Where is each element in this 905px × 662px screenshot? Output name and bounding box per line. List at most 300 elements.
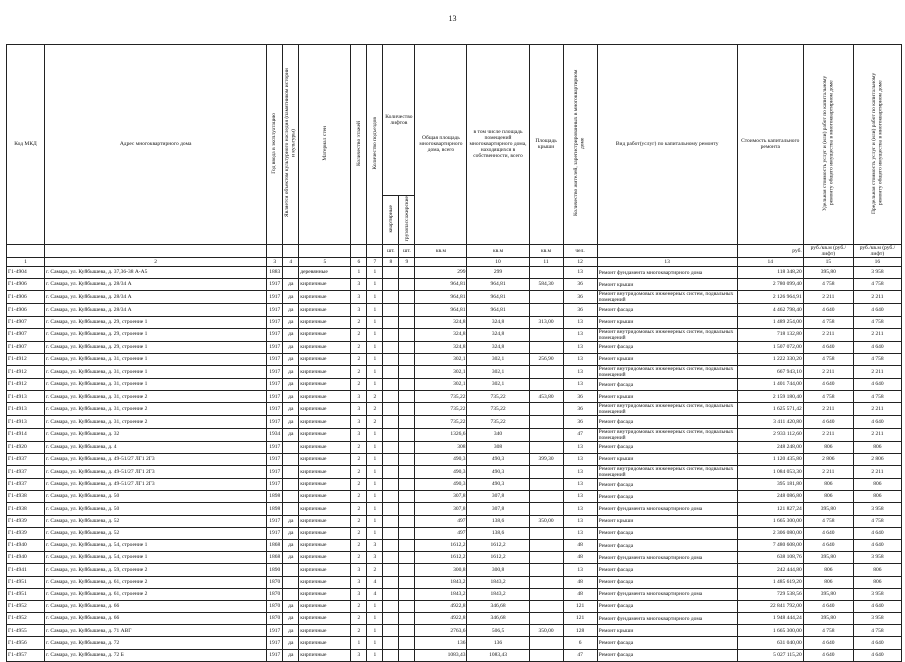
column-number-blank: [415, 257, 467, 266]
row-floors: 3: [351, 403, 367, 416]
row-heritage: [283, 564, 299, 576]
row-unit-cost: 2 211: [803, 328, 853, 341]
row-unit-cost: 2 211: [803, 366, 853, 379]
unit-total-area: кв.м: [415, 244, 467, 257]
row-year: 1917: [267, 515, 283, 527]
row-heritage: [283, 479, 299, 491]
row-living-area: 302,1: [467, 366, 529, 379]
row-floors: 2: [351, 379, 367, 391]
row-elev-cargo: [399, 328, 415, 341]
row-elev-cargo: [399, 588, 415, 600]
row-heritage: [283, 466, 299, 479]
row-code: Г1-4955: [7, 625, 45, 637]
row-total-area: 307,8: [415, 491, 467, 503]
row-unit-cost: 4 758: [803, 515, 853, 527]
row-entrances: 1: [367, 503, 383, 515]
row-work-type: Ремонт фасада: [597, 637, 737, 649]
row-year: 1870: [267, 613, 283, 625]
row-living-area: 302,1: [467, 353, 529, 365]
row-wall: кирпичные: [299, 291, 351, 304]
column-number: 12: [563, 257, 597, 266]
row-heritage: да: [283, 291, 299, 304]
row-wall: кирпичные: [299, 515, 351, 527]
row-heritage: да: [283, 625, 299, 637]
row-unit-cost: 806: [803, 479, 853, 491]
row-elev-apt: [383, 279, 399, 291]
row-work-type: Ремонт фундамента многоквартирного дома: [597, 552, 737, 564]
row-unit-cost: 4 640: [803, 304, 853, 316]
row-living-area: 490,3: [467, 466, 529, 479]
row-year: 1917: [267, 637, 283, 649]
row-roof-area: [529, 304, 563, 316]
row-living-area: 324,8: [467, 341, 529, 353]
table-row: [7, 539, 902, 551]
row-heritage: да: [283, 366, 299, 379]
row-unit-cost: 806: [803, 441, 853, 453]
row-roof-area: 256,90: [529, 353, 563, 365]
row-heritage: да: [283, 637, 299, 649]
row-total-area: 302,1: [415, 353, 467, 365]
row-entrances: 1: [367, 625, 383, 637]
row-code: Г1-4951: [7, 576, 45, 588]
row-total-area: 299: [415, 266, 467, 278]
row-elev-cargo: [399, 564, 415, 576]
row-elev-cargo: [399, 391, 415, 403]
row-total-area: 497: [415, 527, 467, 539]
row-total-area: 497: [415, 515, 467, 527]
row-floors: 2: [351, 515, 367, 527]
row-elev-cargo: [399, 416, 415, 428]
row-floors: 2: [351, 328, 367, 341]
header-elev-cargo: грузопассажирские: [399, 196, 415, 245]
row-work-type: Ремонт фасада: [597, 379, 737, 391]
row-living-area: 346,68: [467, 613, 529, 625]
unit-cost: руб.: [737, 244, 803, 257]
row-elev-apt: [383, 576, 399, 588]
row-living-area: 302,1: [467, 379, 529, 391]
row-total-area: 4922,8: [415, 613, 467, 625]
header-entrances: Количество подъездов: [367, 45, 383, 245]
row-roof-area: 584,30: [529, 279, 563, 291]
row-heritage: да: [283, 527, 299, 539]
row-floors: 2: [351, 503, 367, 515]
table-row: [7, 328, 902, 341]
header-elev-apt: квартирные: [383, 196, 399, 245]
row-living-area: 340: [467, 428, 529, 441]
row-unit-cost: 395,80: [803, 552, 853, 564]
row-roof-area: [529, 291, 563, 304]
row-roof-area: [529, 428, 563, 441]
row-roof-area: [529, 379, 563, 391]
row-living-area: 324,8: [467, 328, 529, 341]
table-row: [7, 453, 902, 465]
row-entrances: 2: [367, 403, 383, 416]
row-total-area: 324,8: [415, 316, 467, 328]
row-code: Г1-4956: [7, 637, 45, 649]
row-residents: 128: [563, 625, 597, 637]
row-code: Г1-4940: [7, 539, 45, 551]
row-elev-cargo: [399, 428, 415, 441]
row-total-area: 302,1: [415, 366, 467, 379]
row-year: 1898: [267, 491, 283, 503]
row-work-type: Ремонт внутридомовых инженерных систем, подвальных помещений: [597, 466, 737, 479]
row-total-area: 2763,6: [415, 625, 467, 637]
row-unit-cost: 395,80: [803, 266, 853, 278]
row-floors: 2: [351, 625, 367, 637]
row-wall: кирпичные: [299, 539, 351, 551]
row-unit-cost: 395,80: [803, 613, 853, 625]
row-total-area: 490,3: [415, 453, 467, 465]
row-max-cost: 4 640: [853, 304, 901, 316]
row-cost: 667 943,10: [737, 366, 803, 379]
row-elev-cargo: [399, 576, 415, 588]
row-roof-area: [529, 503, 563, 515]
row-roof-area: [529, 403, 563, 416]
row-elev-apt: [383, 316, 399, 328]
row-elev-cargo: [399, 539, 415, 551]
row-elev-apt: [383, 527, 399, 539]
row-roof-area: [529, 649, 563, 661]
row-total-area: 490,3: [415, 479, 467, 491]
row-entrances: 1: [367, 491, 383, 503]
row-max-cost: 4 640: [853, 539, 901, 551]
row-roof-area: 350,00: [529, 515, 563, 527]
column-number: 16: [853, 257, 901, 266]
row-residents: 48: [563, 588, 597, 600]
row-max-cost: 806: [853, 564, 901, 576]
row-code: Г1-4907: [7, 341, 45, 353]
row-elev-apt: [383, 428, 399, 441]
table-row: [7, 588, 902, 600]
row-living-area: 299: [467, 266, 529, 278]
row-total-area: 964,81: [415, 291, 467, 304]
row-wall: кирпичные: [299, 576, 351, 588]
row-roof-area: [529, 637, 563, 649]
row-total-area: 324,8: [415, 328, 467, 341]
row-address: г. Самара, ул. Куйбышева, д. 37,36-38 А-А5: [45, 266, 267, 278]
row-address: г. Самара, ул. Куйбышева, д. 61, строение 2: [45, 588, 267, 600]
row-year: 1917: [267, 366, 283, 379]
table-row: [7, 291, 902, 304]
row-elev-apt: [383, 625, 399, 637]
row-residents: 13: [563, 366, 597, 379]
header-living-area: в том числе площадь помещений многоквартирного дома, находящихся в собственности, всего: [467, 45, 529, 245]
row-max-cost: 806: [853, 576, 901, 588]
row-heritage: да: [283, 539, 299, 551]
row-work-type: Ремонт фасада: [597, 491, 737, 503]
row-roof-area: [529, 266, 563, 278]
row-elev-apt: [383, 503, 399, 515]
row-total-area: 1843,2: [415, 588, 467, 600]
row-address: г. Самара, ул. Куйбышева, д. 31, строение 2: [45, 391, 267, 403]
row-total-area: 300,8: [415, 564, 467, 576]
row-living-area: 964,81: [467, 291, 529, 304]
row-year: 1917: [267, 625, 283, 637]
row-floors: 3: [351, 279, 367, 291]
row-floors: 1: [351, 637, 367, 649]
row-residents: 36: [563, 279, 597, 291]
row-entrances: 2: [367, 391, 383, 403]
row-cost: 395 181,80: [737, 479, 803, 491]
table-body: [7, 266, 902, 661]
row-max-cost: 3 958: [853, 266, 901, 278]
row-roof-area: 399,30: [529, 453, 563, 465]
row-entrances: 3: [367, 539, 383, 551]
row-work-type: Ремонт крыши: [597, 353, 737, 365]
header-roof-area: Площадь крыши: [529, 45, 563, 245]
row-entrances: 1: [367, 527, 383, 539]
row-unit-cost: 4 758: [803, 279, 853, 291]
row-max-cost: 4 758: [853, 353, 901, 365]
table-row: [7, 266, 902, 278]
row-wall: кирпичные: [299, 491, 351, 503]
row-entrances: 1: [367, 304, 383, 316]
row-residents: 36: [563, 403, 597, 416]
row-wall: кирпичные: [299, 503, 351, 515]
row-max-cost: 4 758: [853, 515, 901, 527]
row-residents: 13: [563, 341, 597, 353]
row-code: Г1-4913: [7, 391, 45, 403]
row-cost: 22 841 792,00: [737, 600, 803, 612]
row-total-area: 735,22: [415, 403, 467, 416]
row-heritage: [283, 266, 299, 278]
row-cost: 118 348,20: [737, 266, 803, 278]
row-residents: 48: [563, 552, 597, 564]
row-elev-cargo: [399, 266, 415, 278]
row-cost: 1 222 330,20: [737, 353, 803, 365]
column-number: 10: [467, 257, 529, 266]
row-cost: 121 827,24: [737, 503, 803, 515]
table-row: [7, 279, 902, 291]
row-unit-cost: 4 640: [803, 341, 853, 353]
row-code: Г1-4912: [7, 366, 45, 379]
column-number: 9: [399, 257, 415, 266]
row-address: г. Самара, ул. Куйбышева, д. 31, строение 2: [45, 416, 267, 428]
row-heritage: [283, 576, 299, 588]
row-roof-area: [529, 328, 563, 341]
row-elev-apt: [383, 600, 399, 612]
row-year: 1917: [267, 466, 283, 479]
table-row: [7, 341, 902, 353]
row-roof-area: [529, 366, 563, 379]
row-elev-cargo: [399, 441, 415, 453]
row-floors: 2: [351, 441, 367, 453]
row-entrances: 1: [367, 515, 383, 527]
row-elev-cargo: [399, 466, 415, 479]
row-residents: 48: [563, 576, 597, 588]
row-living-area: 300,8: [467, 564, 529, 576]
row-cost: 631 040,00: [737, 637, 803, 649]
row-entrances: 1: [367, 279, 383, 291]
row-wall: кирпичные: [299, 316, 351, 328]
row-total-area: 136: [415, 637, 467, 649]
row-address: г. Самара, ул. Куйбышева, д. 52: [45, 527, 267, 539]
row-living-area: 1843,2: [467, 576, 529, 588]
row-living-area: 138,6: [467, 515, 529, 527]
row-code: Г1-4912: [7, 379, 45, 391]
row-elev-apt: [383, 491, 399, 503]
row-work-type: Ремонт внутридомовых инженерных систем, подвальных помещений: [597, 403, 737, 416]
row-heritage: да: [283, 552, 299, 564]
row-heritage: [283, 453, 299, 465]
row-roof-area: [529, 341, 563, 353]
row-unit-cost: 2 806: [803, 453, 853, 465]
row-living-area: 1612,2: [467, 539, 529, 551]
row-residents: 13: [563, 328, 597, 341]
row-elev-apt: [383, 453, 399, 465]
row-floors: 3: [351, 304, 367, 316]
row-total-area: 964,81: [415, 279, 467, 291]
row-year: 1934: [267, 428, 283, 441]
header-elevators: Количество лифтов: [383, 45, 415, 196]
header-address: Адрес многоквартирного дома: [45, 45, 267, 245]
row-total-area: 302,1: [415, 379, 467, 391]
row-living-area: 1843,2: [467, 588, 529, 600]
row-heritage: да: [283, 600, 299, 612]
table-row: [7, 491, 902, 503]
row-entrances: 1: [367, 613, 383, 625]
row-work-type: Ремонт внутридомовых инженерных систем, подвальных помещений: [597, 328, 737, 341]
row-work-type: Ремонт фасада: [597, 600, 737, 612]
row-address: г. Самара, ул. Куйбышева, д. 59, строение 2: [45, 564, 267, 576]
row-work-type: Ремонт фасада: [597, 564, 737, 576]
table-row: [7, 649, 902, 661]
row-wall: кирпичные: [299, 453, 351, 465]
row-living-area: 346,68: [467, 600, 529, 612]
unit-elev-cargo: шт.: [399, 244, 415, 257]
row-unit-cost: 4 640: [803, 527, 853, 539]
row-entrances: 1: [367, 366, 383, 379]
row-heritage: [283, 503, 299, 515]
row-cost: 638 108,76: [737, 552, 803, 564]
row-entrances: 2: [367, 564, 383, 576]
row-roof-area: [529, 527, 563, 539]
column-number: 3: [267, 257, 283, 266]
row-floors: 2: [351, 600, 367, 612]
table-row: [7, 379, 902, 391]
row-year: 1870: [267, 576, 283, 588]
row-residents: 13: [563, 441, 597, 453]
column-number: 14: [737, 257, 803, 266]
row-entrances: 1: [367, 328, 383, 341]
row-cost: 248 086,80: [737, 491, 803, 503]
row-year: 1917: [267, 279, 283, 291]
row-address: г. Самара, ул. Куйбышева, д. 31, строение 1: [45, 379, 267, 391]
row-year: 1917: [267, 304, 283, 316]
row-address: г. Самара, ул. Куйбышева, д. 72 Б: [45, 649, 267, 661]
row-roof-area: [529, 441, 563, 453]
row-work-type: Ремонт фасада: [597, 539, 737, 551]
row-residents: 13: [563, 466, 597, 479]
row-unit-cost: 4 640: [803, 379, 853, 391]
row-year: 1917: [267, 328, 283, 341]
row-cost: 242 444,80: [737, 564, 803, 576]
row-floors: 2: [351, 613, 367, 625]
row-floors: 3: [351, 588, 367, 600]
row-living-area: 964,81: [467, 304, 529, 316]
row-entrances: 1: [367, 379, 383, 391]
row-roof-area: [529, 416, 563, 428]
row-elev-cargo: [399, 649, 415, 661]
row-entrances: 1: [367, 266, 383, 278]
row-work-type: Ремонт фундамента многоквартирного дома: [597, 613, 737, 625]
row-max-cost: 2 211: [853, 466, 901, 479]
header-total-area: Общая площадь многоквартирного дома, всего: [415, 45, 467, 245]
row-max-cost: 4 640: [853, 527, 901, 539]
row-work-type: Ремонт крыши: [597, 453, 737, 465]
row-elev-cargo: [399, 291, 415, 304]
row-wall: кирпичные: [299, 328, 351, 341]
row-heritage: [283, 441, 299, 453]
table-row: [7, 552, 902, 564]
table-row: [7, 366, 902, 379]
table-row: [7, 527, 902, 539]
row-living-area: 307,8: [467, 503, 529, 515]
row-work-type: Ремонт фасада: [597, 479, 737, 491]
row-elev-cargo: [399, 403, 415, 416]
row-cost: 4 462 798,40: [737, 304, 803, 316]
row-work-type: Ремонт крыши: [597, 515, 737, 527]
table-row: [7, 515, 902, 527]
row-living-area: 136: [467, 637, 529, 649]
row-residents: 47: [563, 649, 597, 661]
row-elev-apt: [383, 341, 399, 353]
row-work-type: Ремонт фундамента многоквартирного дома: [597, 266, 737, 278]
header-floors: Количество этажей: [351, 45, 367, 245]
row-living-area: 1612,2: [467, 552, 529, 564]
row-unit-cost: 2 211: [803, 403, 853, 416]
row-max-cost: 4 758: [853, 625, 901, 637]
row-elev-apt: [383, 379, 399, 391]
row-total-area: 1083,43: [415, 649, 467, 661]
capital-repair-table: [6, 44, 902, 662]
row-total-area: 1326,6: [415, 428, 467, 441]
row-cost: 248 248,00: [737, 441, 803, 453]
row-elev-cargo: [399, 353, 415, 365]
row-year: 1917: [267, 416, 283, 428]
row-living-area: 735,22: [467, 403, 529, 416]
row-year: 1917: [267, 527, 283, 539]
row-entrances: 1: [367, 479, 383, 491]
row-living-area: 506,5: [467, 625, 529, 637]
row-cost: 1 084 053,30: [737, 466, 803, 479]
row-unit-cost: 4 640: [803, 649, 853, 661]
row-residents: 48: [563, 539, 597, 551]
row-work-type: Ремонт фасада: [597, 527, 737, 539]
row-elev-cargo: [399, 600, 415, 612]
row-cost: 2 780 099,40: [737, 279, 803, 291]
row-work-type: Ремонт фундамента многоквартирного дома: [597, 588, 737, 600]
row-elev-apt: [383, 552, 399, 564]
row-elev-apt: [383, 588, 399, 600]
row-elev-apt: [383, 637, 399, 649]
row-heritage: да: [283, 379, 299, 391]
row-year: 1917: [267, 379, 283, 391]
row-wall: кирпичные: [299, 625, 351, 637]
row-address: г. Самара, ул. Куйбышева, д. 66: [45, 613, 267, 625]
row-year: 1917: [267, 479, 283, 491]
row-heritage: да: [283, 304, 299, 316]
row-floors: 2: [351, 353, 367, 365]
row-unit-cost: 4 758: [803, 391, 853, 403]
row-heritage: да: [283, 649, 299, 661]
row-work-type: Ремонт внутридомовых инженерных систем, подвальных помещений: [597, 428, 737, 441]
row-cost: 1 625 571,42: [737, 403, 803, 416]
row-residents: 13: [563, 564, 597, 576]
row-max-cost: 3 958: [853, 503, 901, 515]
row-floors: 3: [351, 428, 367, 441]
row-entrances: 1: [367, 316, 383, 328]
